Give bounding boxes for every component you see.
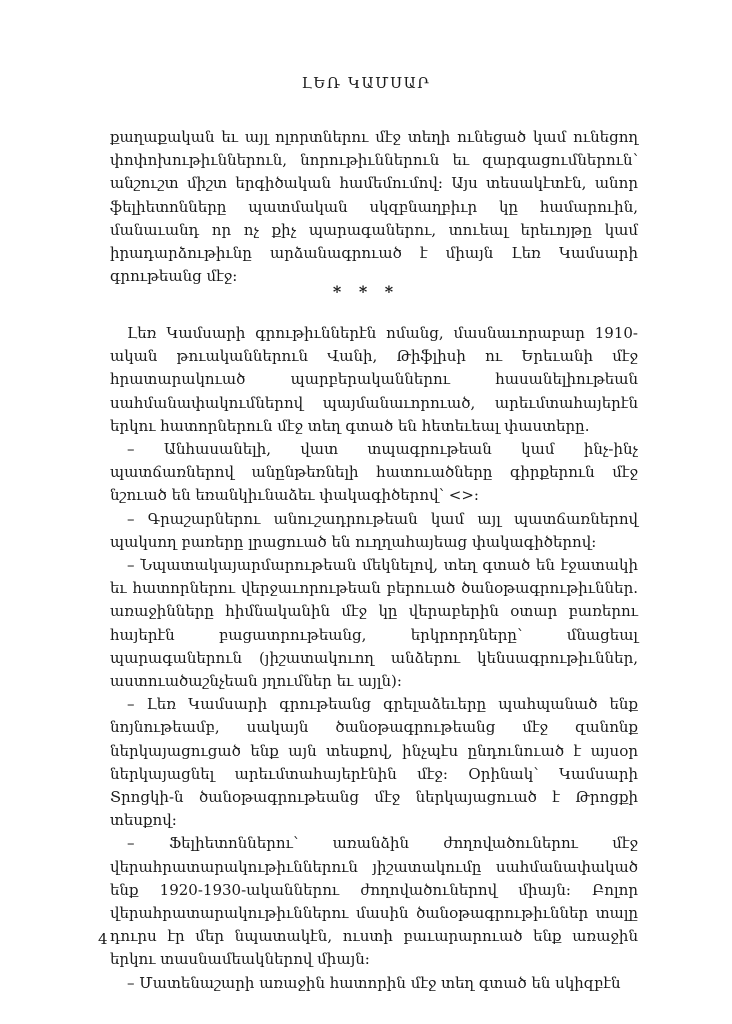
list-item-paragraph: – Ֆելիետոններու՝ առանձին ժողովածուներու մէջ վերահրատարակութիւններուն յիշատակումը սահմանափակած ենք 1920-1930-ականներու ժողովածուներով միայն: Բոլոր վերահրատարակութիւններու մասին ծանօթագրութիւններ տալը դուրս էր մեր նպատակէն, ուստի բաւարարուած ենք առաջին երկու տասնամեակներով միայն: [110, 834, 638, 969]
intro-text-block [110, 126, 638, 288]
list-item-paragraph: – Նպատակայարմարութեան մեկնելով, տեղ գտած են էջատակի եւ հատորներու վերջաւորութեան բերուած ծանօթագրութիւններ. առաջինները հիմնականին մէջ կը վերաբերին օտար բառերու հայերէն բացատրութեանց, երկրորդները՝ մնացեալ պարագաներուն (յիշատակուող անձերու կենսագրութիւններ, աստուածաշնչեան յղումներ եւ այլն): [110, 556, 638, 691]
main-text-block [110, 322, 638, 995]
list-item-paragraph: – Մատենաշարի առաջին հատորին մէջ տեղ գտած են սկիզբէն [127, 973, 621, 992]
body-paragraph: Լեռ Կամսարի գրութիւններէն ոմանց, մասնաւորաբար 1910-ական թուականներուն Վանի, Թիֆլիսի ու Երեւանի մէջ հրատարակուած պարբերականներու հասանելիութեան սահմանափակումներով պայմանաւորուած, արեւմտահայերէն երկու հատորներուն մէջ տեղ գտած են հետեւեալ փաստերը. [110, 324, 638, 435]
section-separator: * * * [332, 282, 400, 301]
list-item-paragraph: – Գրաշարներու անուշադրութեան կամ այլ պատճառներով պակսող բառերը լրացուած են ուղղահայեաց փակագիծերով: [110, 509, 638, 551]
page-number: 4 [98, 930, 108, 948]
list-item-paragraph: – Լեռ Կամսարի գրութեանց գրելաձեւերը պահպանած ենք նոյնութեամբ, սակայն ծանօթագրութեանց մէջ զանոնք ներկայացուցած ենք այն տեսքով, ինչպէս ընդունուած է այսօր ներկայացնել արեւմտահայերէնին մէջ: Օրինակ՝ Կամսարի Տրոցկի-ն ծանօթագրութեանց մէջ ներկայացուած է Թրոցքի տեսքով: [110, 695, 638, 830]
list-item-paragraph: – Անհասանելի, վատ տպագրութեան կամ ինչ-ինչ պատճառներով անընթեռնելի հատուածները գիրքերուն մէջ նշուած են եռանկիւնաձեւ փակագիծերով՝ <>: [110, 440, 638, 505]
running-header: ԼԵՌ ԿԱՄՍԱՐ [301, 74, 431, 92]
intro-paragraph: քաղաքական եւ այլ ոլորտներու մէջ տեղի ունեցած կամ ունեցող փոփոխութիւններուն, նորութիւններուն եւ զարգացումներուն՝ անշուշտ միշտ երգիծական համեմումով: Այս տեսակէտէն, անոր ֆելիետոնները պատմական սկզբնաղբիւր կը համարուին, մանաւանդ որ ոչ քիչ պարագաներու, տուեալ երեւոյթը կամ իրադարձութիւնը արձանագրուած է միայն Լեռ Կամսարի գրութեանց մէջ: [110, 128, 638, 286]
